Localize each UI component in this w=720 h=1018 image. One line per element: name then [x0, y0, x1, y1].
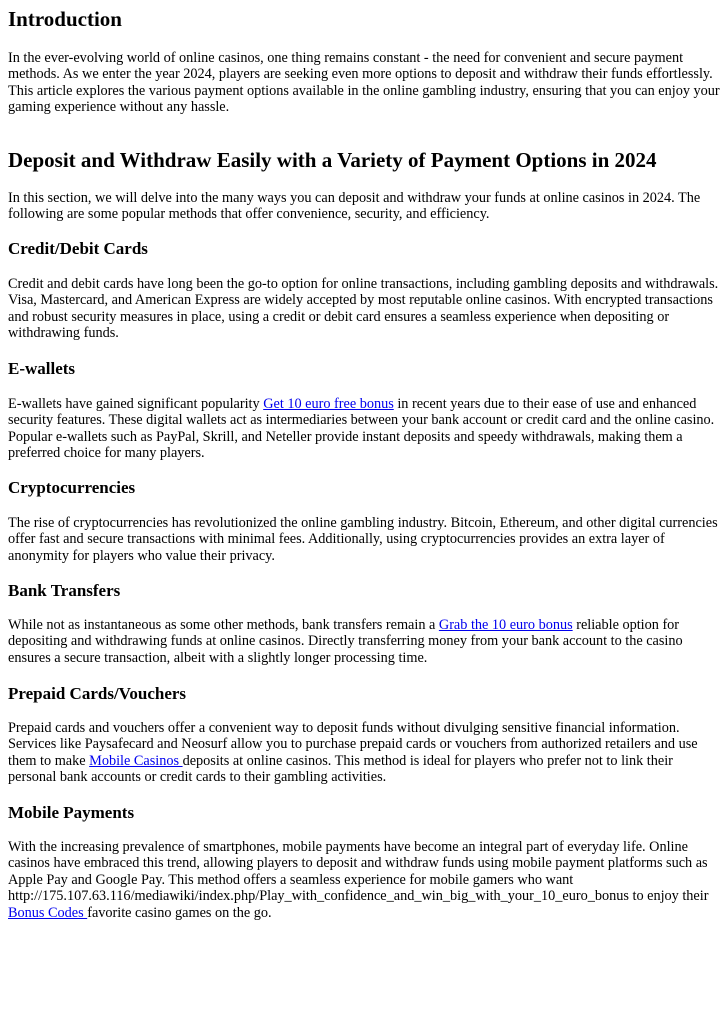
- bank-heading: Bank Transfers: [8, 581, 121, 600]
- prepaid-paragraph: [8, 720, 720, 786]
- intro-heading: Introduction: [8, 7, 122, 31]
- ewallets-bonus-link[interactable]: Get 10 euro free bonus: [263, 396, 394, 412]
- crypto-heading: Cryptocurrencies: [8, 478, 136, 497]
- prepaid-heading: Prepaid Cards/Vouchers: [8, 684, 187, 703]
- credit-paragraph: Credit and debit cards have long been the go-to option for online transactions, including gambling deposits and withdrawals. Visa, Mastercard, and American Express are widely accepted by most reputable online casinos. With encrypted transactions and robust security measures in place, using a credit or debit card ensures a seamless experience when depositing or withdrawing funds.: [8, 276, 719, 342]
- bonus-codes-link[interactable]: Bonus Codes: [8, 904, 88, 921]
- intro-paragraph: In the ever-evolving world of online casinos, one thing remains constant - the need for convenient and secure payment methods. As we enter the year 2024, players are seeking even more options to deposit and withdraw their funds effortlessly. This article explores the various payment options available in the online gambling industry, ensuring that you can enjoy your gaming experience without any hassle.: [8, 50, 720, 116]
- mobile-text-before: With the increasing prevalence of smartphones, mobile payments have become an integral part of everyday life. Online casinos have embraced this trend, allowing players to deposit and withdraw funds using mobile payment platforms such as Apple Pay and Google Pay. This method offers a seamless experience for mobile gamers who want http://175.107.63.116/mediawiki/index.php/Play_with_confidence_and_win_big_with_your_10_euro_bonus to enjoy their: [8, 839, 709, 905]
- ewallets-heading: E-wallets: [8, 359, 76, 378]
- ewallets-text-before: E-wallets have gained significant popularity: [8, 396, 264, 412]
- ewallets-text-after: in recent years due to their ease of use and enhanced security features. These digital wallets act as intermediaries between your bank account or credit card and the online casino. Popular e-wallets such as PayPal, Skrill, and Neteller provide instant deposits and speedy withdrawals, making them a preferred choice for many players.: [8, 396, 715, 462]
- credit-heading: Credit/Debit Cards: [8, 239, 148, 258]
- mobile-casinos-link[interactable]: Mobile Casinos: [89, 752, 183, 769]
- ewallets-paragraph: [8, 396, 720, 462]
- bank-text-after: reliable option for depositing and withdrawing funds at online casinos. Directly transferring money from your bank account to the casino ensures a secure transaction, albeit with a slightly longer processing time.: [8, 617, 683, 666]
- bank-paragraph: [8, 617, 720, 666]
- mobile-heading: Mobile Payments: [8, 803, 135, 822]
- prepaid-text-before: Prepaid cards and vouchers offer a convenient way to deposit funds without divulging sensitive financial information. Services like Paysafecard and Neosurf allow you to purchase prepaid cards or vouchers from authorized retailers and use them to make: [8, 720, 698, 769]
- prepaid-text-after: deposits at online casinos. This method is ideal for players who prefer not to link their personal bank accounts or credit cards to their gambling activities.: [8, 752, 673, 786]
- crypto-paragraph: The rise of cryptocurrencies has revolutionized the online gambling industry. Bitcoin, Ethereum, and other digital currencies offer fast and secure transactions with minimal fees. Additionally, using cryptocurrencies provides an extra layer of anonymity for players who value their privacy.: [8, 515, 718, 564]
- main-heading: Deposit and Withdraw Easily with a Variety of Payment Options in 2024: [8, 148, 657, 172]
- main-paragraph: In this section, we will delve into the many ways you can deposit and withdraw your funds at online casinos in 2024. The following are some popular methods that offer convenience, security, and efficiency.: [8, 190, 701, 223]
- bank-bonus-link[interactable]: Grab the 10 euro bonus: [438, 617, 573, 633]
- mobile-text-after: favorite casino games on the go.: [87, 904, 272, 921]
- mobile-paragraph: [8, 839, 720, 921]
- bank-text-before: While not as instantaneous as some other methods, bank transfers remain a: [8, 617, 439, 633]
